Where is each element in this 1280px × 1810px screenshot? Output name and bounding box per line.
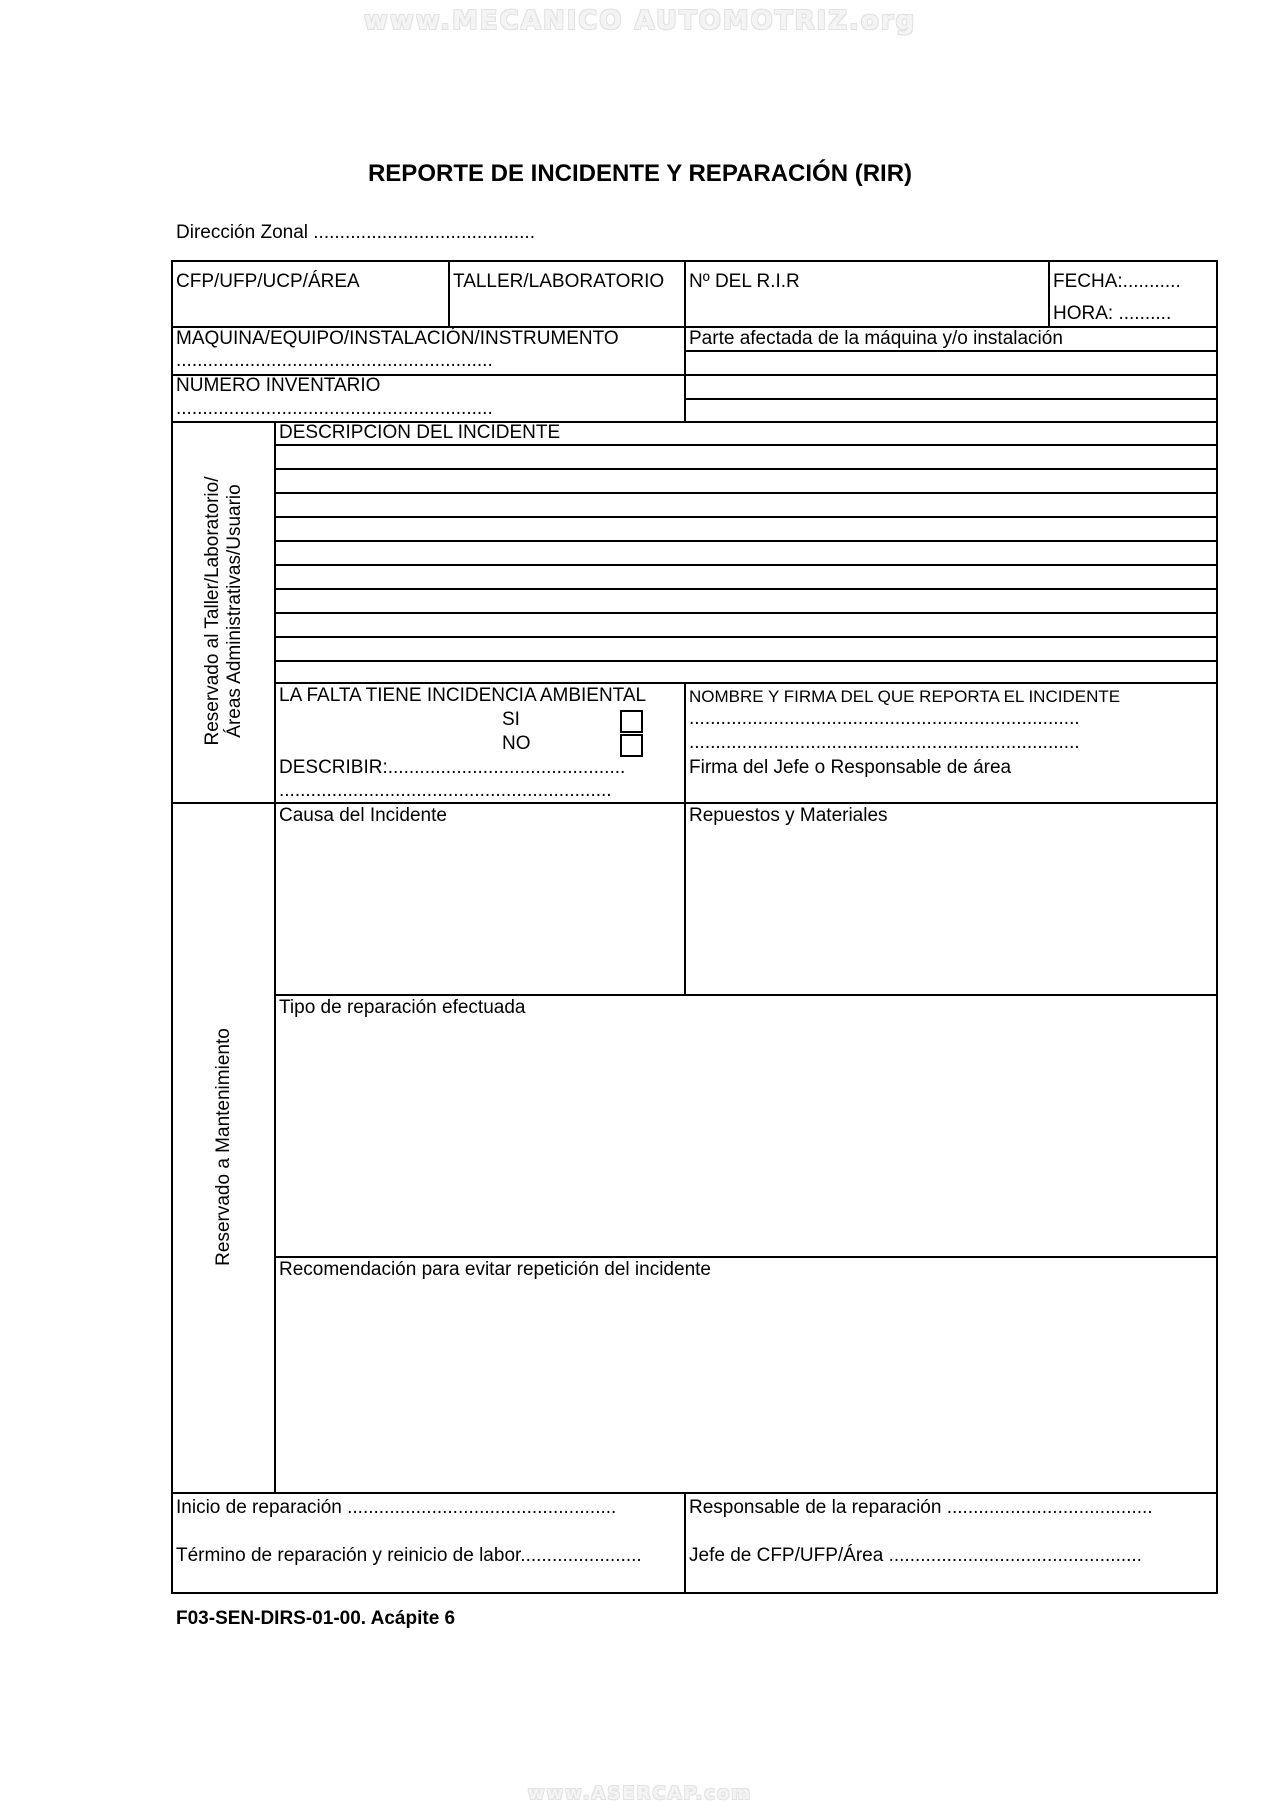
nombre-firma-field[interactable]: .......................................................................... <box>689 708 1080 729</box>
form-code: F03-SEN-DIRS-01-00. Acápite 6 <box>176 1608 456 1629</box>
divider <box>274 421 276 1492</box>
nombre-firma-label: NOMBRE Y FIRMA DEL QUE REPORTA EL INCIDENTE <box>689 687 1121 706</box>
cfp-ufp-field[interactable]: CFP/UFP/UCP/ÁREA <box>176 271 360 292</box>
hora-field[interactable]: HORA: .......... <box>1053 303 1172 324</box>
descripcion-line <box>274 468 1216 470</box>
watermark-bottom: www.ASERCAP.com <box>527 1783 753 1804</box>
taller-laboratorio-field[interactable]: TALLER/LABORATORIO <box>453 271 665 292</box>
descripcion-line <box>274 636 1216 638</box>
fecha-field[interactable]: FECHA:........... <box>1053 271 1181 292</box>
recomendacion-field[interactable]: Recomendación para evitar repetición del incidente <box>279 1259 711 1280</box>
inicio-reparacion-field[interactable]: Inicio de reparación ................................................... <box>176 1497 617 1518</box>
descripcion-line <box>274 682 1216 684</box>
descripcion-line <box>274 564 1216 566</box>
no-label: NO <box>502 733 531 754</box>
watermark-top: www.MECANICO AUTOMOTRIZ.org <box>363 6 917 36</box>
descripcion-line <box>274 612 1216 614</box>
divider <box>448 262 450 326</box>
termino-reparacion-field[interactable]: Término de reparación y reinicio de labor....................... <box>176 1545 642 1566</box>
divider <box>1048 262 1050 326</box>
parte-afectada-label: Parte afectada de la máquina y/o instalación <box>689 328 1063 349</box>
causa-incidente-field[interactable]: Causa del Incidente <box>279 805 447 826</box>
numero-inventario-field[interactable]: ............................................................ <box>176 398 493 419</box>
repuestos-materiales-field[interactable]: Repuestos y Materiales <box>689 805 888 826</box>
direccion-zonal-field[interactable]: Dirección Zonal .......................................... <box>176 222 535 243</box>
divider <box>274 1256 1216 1258</box>
nombre-firma-field-2[interactable]: .......................................................................... <box>689 732 1080 753</box>
incidencia-ambiental-label: LA FALTA TIENE INCIDENCIA AMBIENTAL <box>279 685 647 706</box>
describir-field[interactable]: DESCRIBIR:............................................. <box>279 757 626 778</box>
reservado-usuario-label: Reservado al Taller/Laboratorio/ Áreas Administrativas/Usuario <box>202 476 245 746</box>
si-checkbox[interactable] <box>620 710 643 733</box>
numero-inventario-label: NUMERO INVENTARIO <box>176 375 381 396</box>
divider <box>684 1492 686 1592</box>
no-checkbox[interactable] <box>620 734 643 757</box>
responsable-reparacion-field[interactable]: Responsable de la reparación ....................................... <box>689 1497 1153 1518</box>
reservado-mantenimiento-label: Reservado a Mantenimiento <box>213 1028 234 1266</box>
tipo-reparacion-field[interactable]: Tipo de reparación efectuada <box>279 997 526 1018</box>
jefe-cfp-field[interactable]: Jefe de CFP/UFP/Área ................................................ <box>689 1545 1142 1566</box>
form-table <box>171 260 1218 1594</box>
divider <box>274 994 1216 996</box>
descripcion-line <box>274 444 1216 446</box>
nro-rir-field[interactable]: Nº DEL R.I.R <box>689 271 800 292</box>
divider <box>684 350 1216 352</box>
descripcion-line <box>274 588 1216 590</box>
divider <box>684 398 1216 400</box>
form-title: REPORTE DE INCIDENTE Y REPARACIÓN (RIR) <box>367 160 913 187</box>
divider <box>684 802 686 994</box>
descripcion-line <box>274 660 1216 662</box>
si-label: SI <box>502 709 520 730</box>
maquina-equipo-label: MAQUINA/EQUIPO/INSTALACIÓN/INSTRUMENTO <box>176 328 619 349</box>
descripcion-line <box>274 540 1216 542</box>
descripcion-line <box>274 516 1216 518</box>
divider <box>684 682 686 802</box>
firma-jefe-label: Firma del Jefe o Responsable de área <box>689 757 1012 778</box>
divider <box>173 1492 1216 1494</box>
divider <box>173 802 1216 804</box>
descripcion-label: DESCRIPCIÓN DEL INCIDENTE <box>279 422 561 443</box>
describir-dots[interactable]: ............................................................... <box>279 780 612 801</box>
maquina-equipo-field[interactable]: ............................................................ <box>176 350 493 371</box>
descripcion-line <box>274 492 1216 494</box>
